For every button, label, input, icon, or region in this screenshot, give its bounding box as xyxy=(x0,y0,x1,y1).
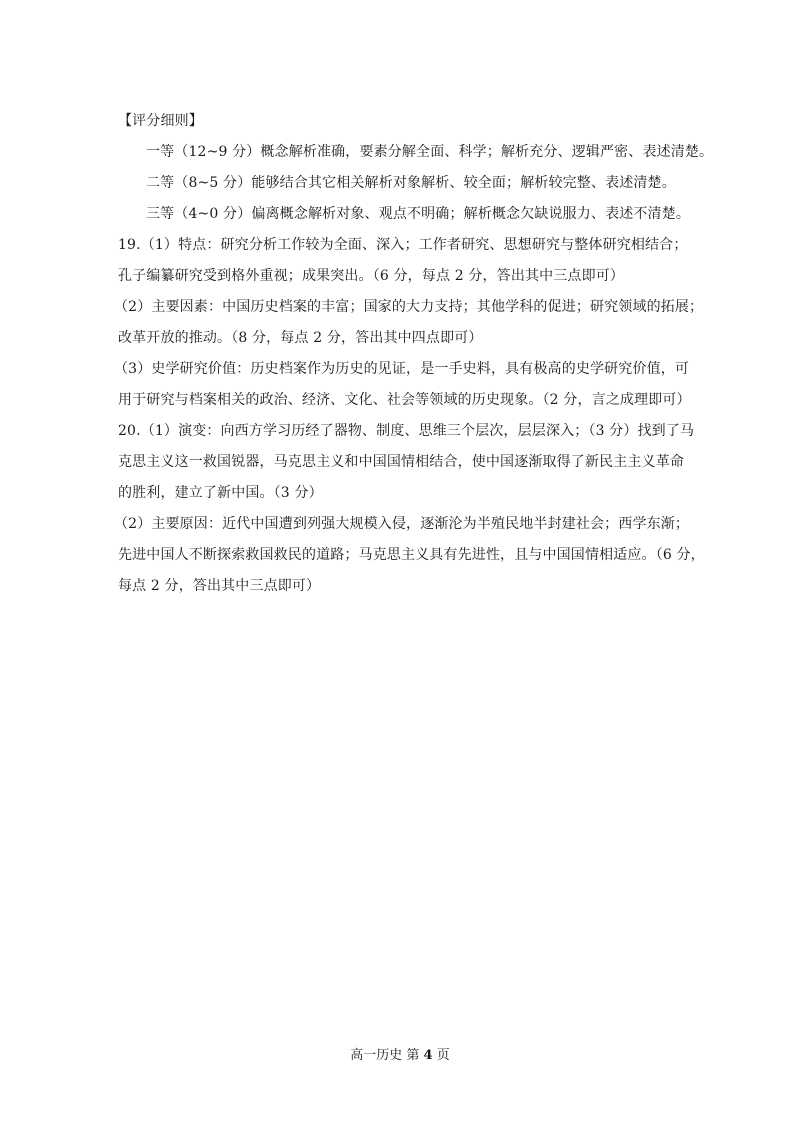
q20-part2-line3: 每点 2 分，答出其中三点即可） xyxy=(118,578,321,594)
q19-part3-line2: 用于研究与档案相关的政治、经济、文化、社会等领域的历史现象。（2 分，言之成理即可） xyxy=(118,392,691,408)
q19-part2-line2: 改革开放的推动。（8 分，每点 2 分，答出其中四点即可） xyxy=(118,330,483,346)
q19-part1-line1: 19.（1）特点：研究分析工作较为全面、深入；工作者研究、思想研究与整体研究相结合； xyxy=(118,237,688,253)
q20-part1-line1: 20.（1）演变：向西方学习历经了器物、制度、思维三个层次，层层深入；（3 分）找到了马 xyxy=(118,423,695,439)
footer-prefix: 高一历史 第 xyxy=(350,1048,420,1063)
page-footer xyxy=(0,1046,800,1066)
q19-part2-line1: （2）主要因素：中国历史档案的丰富；国家的大力支持；其他学科的促进；研究领域的拓展； xyxy=(114,299,704,315)
grading-level-2: 二等（8~5 分）能够结合其它相关解析对象解析、较全面；解析较完整、表述清楚。 xyxy=(146,175,676,191)
grading-level-3: 三等（4~0 分）偏离概念解析对象、观点不明确；解析概念欠缺说服力、表述不清楚。 xyxy=(146,206,690,222)
answer-content xyxy=(114,106,714,602)
q19-part3-line1: （3）史学研究价值：历史档案作为历史的见证，是一手史料，具有极高的史学研究价值，可 xyxy=(114,361,690,377)
footer-suffix: 页 xyxy=(436,1048,450,1063)
grading-level-1: 一等（12~9 分）概念解析准确，要素分解全面、科学；解析充分、逻辑严密、表述清楚。 xyxy=(146,144,714,160)
q19-part1-line2: 孔子编纂研究受到格外重视；成果突出。（6 分，每点 2 分，答出其中三点即可） xyxy=(118,268,625,284)
q20-part1-line2: 克思主义这一救国锐器，马克思主义和中国国情相结合，使中国逐渐取得了新民主主义革命 xyxy=(118,454,684,470)
grading-title: 【评分细则】 xyxy=(118,113,203,129)
page-number: 4 xyxy=(423,1048,433,1063)
q20-part2-line2: 先进中国人不断探索救国救民的道路；马克思主义具有先进性，且与中国国情相适应。（6 分， xyxy=(118,547,705,563)
q20-part2-line1: （2）主要原因：近代中国遭到列强大规模入侵，逐渐沦为半殖民地半封建社会；西学东渐； xyxy=(114,516,690,532)
q20-part1-line3: 的胜利，建立了新中国。（3 分） xyxy=(118,485,323,501)
